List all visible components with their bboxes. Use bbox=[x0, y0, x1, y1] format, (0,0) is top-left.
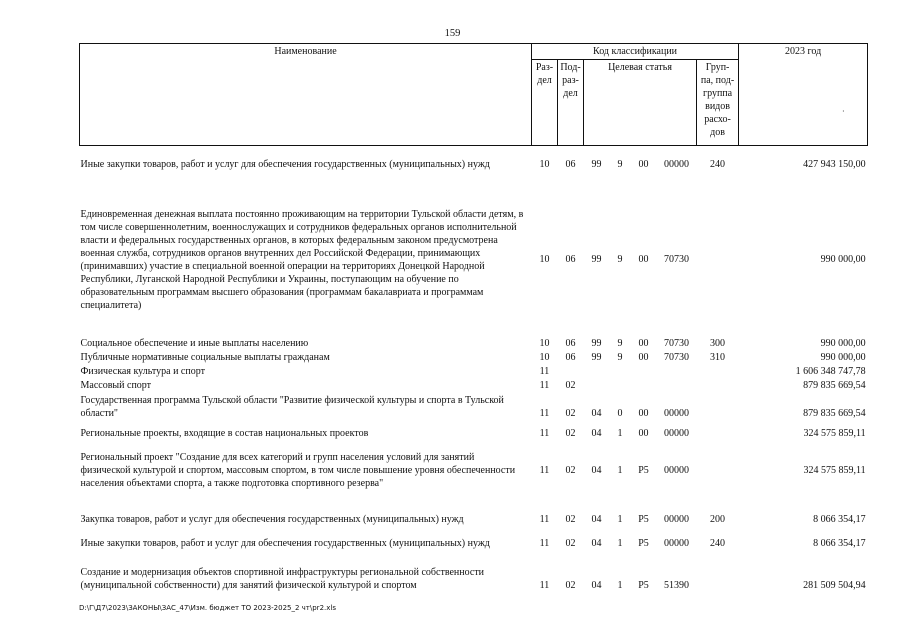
row-cs-subprogram: 1 bbox=[617, 427, 623, 439]
row-expense-type: 240 bbox=[710, 537, 726, 549]
row-amount: 8 066 354,17 bbox=[813, 537, 866, 549]
table-body bbox=[80, 146, 868, 592]
row-name: Иные закупки товаров, работ и услуг для обеспечения государственных (муниципальных) нужд bbox=[80, 537, 490, 549]
row-cs-direction: 00000 bbox=[664, 513, 689, 525]
row-cs-direction: 70730 bbox=[664, 337, 689, 349]
row-cs-program bbox=[584, 378, 610, 392]
row-cs-subprogram bbox=[610, 364, 631, 378]
header-target: Целевая статья bbox=[584, 60, 697, 146]
row-cs-subprogram: 0 bbox=[617, 407, 623, 419]
row-cs-program: 04 bbox=[591, 407, 602, 419]
row-cs-project: P5 bbox=[638, 579, 649, 591]
table-row bbox=[80, 440, 868, 502]
row-cs-subprogram: 9 bbox=[617, 337, 623, 349]
row-name: Единовременная денежная выплата постоянно проживающим на территории Тульской области детям, в том числе совершеннолетним, военнослужащих и сотрудников федеральных органов исполнительной власти и федеральных государственных органов, в которых федеральным законом предусмотрена военная служба, сотрудников органов внутренних дел Российской Федерации, принимающих (принимавших) участие в специальной военной операции на территориях Донецкой Народной Республики, Луганской Народной Республики и Украины, поступающим на обучение по образовательным программам высшего образования (программам бакалавриата и программам специалитета) bbox=[80, 208, 524, 311]
row-expense-type bbox=[697, 364, 739, 378]
row-cs-program: 04 bbox=[591, 537, 602, 549]
row-amount: 324 575 859,11 bbox=[803, 427, 866, 439]
row-name: Региональные проекты, входящие в состав национальных проектов bbox=[80, 427, 369, 439]
header-name: Наименование bbox=[80, 44, 532, 146]
row-amount: 1 606 348 747,78 bbox=[795, 365, 866, 377]
row-expense-type bbox=[697, 440, 739, 502]
row-podrazdel: 02 bbox=[565, 379, 576, 391]
row-name: Физическая культура и спорт bbox=[80, 365, 205, 377]
table-row bbox=[80, 364, 868, 378]
row-podrazdel: 02 bbox=[565, 513, 576, 525]
row-cs-project: 00 bbox=[638, 159, 649, 171]
row-expense-type: 240 bbox=[710, 159, 726, 171]
row-cs-subprogram: 1 bbox=[617, 537, 623, 549]
row-cs-direction: 70730 bbox=[664, 254, 689, 265]
row-cs-project: 00 bbox=[638, 254, 649, 265]
row-cs-subprogram: 1 bbox=[617, 513, 623, 525]
table-row bbox=[80, 146, 868, 184]
row-cs-subprogram bbox=[610, 378, 631, 392]
row-razdel: 11 bbox=[539, 379, 550, 391]
row-amount: 427 943 150,00 bbox=[803, 159, 866, 171]
row-podrazdel bbox=[558, 364, 584, 378]
row-cs-project: P5 bbox=[638, 537, 649, 549]
row-cs-project bbox=[631, 378, 657, 392]
table-row bbox=[80, 336, 868, 350]
row-cs-direction: 00000 bbox=[664, 537, 689, 549]
row-cs-direction: 70730 bbox=[664, 351, 689, 363]
scan-mark: · bbox=[842, 107, 845, 116]
row-cs-direction bbox=[657, 378, 697, 392]
row-cs-program: 04 bbox=[591, 465, 602, 476]
row-cs-direction: 00000 bbox=[664, 407, 689, 419]
table-row bbox=[80, 350, 868, 364]
row-name: Социальное обеспечение и иные выплаты населению bbox=[80, 337, 309, 349]
row-cs-subprogram: 9 bbox=[617, 351, 623, 363]
row-cs-subprogram: 9 bbox=[617, 254, 623, 265]
row-expense-type bbox=[697, 392, 739, 420]
row-expense-type: 300 bbox=[710, 337, 726, 349]
row-podrazdel: 06 bbox=[565, 337, 576, 349]
row-expense-type: 310 bbox=[710, 351, 726, 363]
row-cs-program bbox=[584, 364, 610, 378]
row-podrazdel: 06 bbox=[565, 351, 576, 363]
row-podrazdel: 02 bbox=[565, 427, 576, 439]
row-cs-program: 99 bbox=[591, 159, 602, 171]
row-expense-type bbox=[697, 420, 739, 440]
file-path: D:\Г\Д7\2023\ЗАКОНЫ\ЗАС_47\Изм. бюджет ТО 2023-2025_2 чт\pr2.xls bbox=[79, 604, 336, 612]
row-cs-direction: 00000 bbox=[664, 465, 689, 476]
row-expense-type bbox=[697, 378, 739, 392]
row-cs-program: 04 bbox=[591, 513, 602, 525]
row-expense-type bbox=[697, 184, 739, 336]
row-razdel: 11 bbox=[539, 513, 550, 525]
row-podrazdel: 06 bbox=[565, 159, 576, 171]
row-cs-direction: 51390 bbox=[664, 579, 689, 591]
row-cs-subprogram: 9 bbox=[617, 159, 623, 171]
row-expense-type bbox=[697, 550, 739, 592]
row-podrazdel: 02 bbox=[565, 537, 576, 549]
header-group: Груп- па, под- группа видов расхо- дов bbox=[697, 60, 739, 146]
row-cs-project: P5 bbox=[638, 465, 649, 476]
row-name: Публичные нормативные социальные выплаты гражданам bbox=[80, 351, 330, 363]
row-amount: 281 509 504,94 bbox=[803, 579, 866, 591]
row-amount: 990 000,00 bbox=[820, 337, 866, 349]
table-row bbox=[80, 420, 868, 440]
row-name: Создание и модернизация объектов спортивной инфраструктуры региональной собственности (муниципальной собственности) для занятий физической культурой и спортом bbox=[80, 566, 485, 591]
header-classification: Код классификации bbox=[532, 44, 739, 60]
row-cs-project: 00 bbox=[638, 427, 649, 439]
row-razdel: 10 bbox=[539, 254, 550, 265]
row-cs-direction: 00000 bbox=[664, 427, 689, 439]
row-amount: 879 835 669,54 bbox=[803, 407, 866, 419]
row-cs-subprogram: 1 bbox=[617, 579, 623, 591]
table-row bbox=[80, 550, 868, 592]
row-cs-program: 04 bbox=[591, 579, 602, 591]
row-cs-program: 99 bbox=[591, 351, 602, 363]
table-row bbox=[80, 392, 868, 420]
row-razdel: 10 bbox=[539, 337, 550, 349]
header-year: 2023 год bbox=[739, 44, 868, 146]
header-podrazdel: Под- раз- дел bbox=[558, 60, 584, 146]
row-cs-program: 99 bbox=[591, 337, 602, 349]
row-cs-project: P5 bbox=[638, 513, 649, 525]
row-cs-program: 04 bbox=[591, 427, 602, 439]
row-cs-project: 00 bbox=[638, 407, 649, 419]
row-cs-direction bbox=[657, 364, 697, 378]
row-razdel: 10 bbox=[539, 159, 550, 171]
row-name: Массовый спорт bbox=[80, 379, 152, 391]
row-cs-direction: 00000 bbox=[664, 159, 689, 171]
budget-table bbox=[79, 43, 868, 592]
row-podrazdel: 06 bbox=[565, 254, 576, 265]
row-name: Государственная программа Тульской области "Развитие физической культуры и спорта в Тульской области" bbox=[80, 394, 504, 419]
row-cs-program: 99 bbox=[591, 254, 602, 265]
row-amount: 8 066 354,17 bbox=[813, 513, 866, 525]
row-razdel: 10 bbox=[539, 351, 550, 363]
table-row bbox=[80, 526, 868, 550]
table-row bbox=[80, 378, 868, 392]
row-amount: 879 835 669,54 bbox=[803, 379, 866, 391]
row-amount: 324 575 859,11 bbox=[803, 465, 866, 476]
row-razdel: 11 bbox=[539, 365, 550, 377]
row-cs-project bbox=[631, 364, 657, 378]
row-name: Иные закупки товаров, работ и услуг для обеспечения государственных (муниципальных) нужд bbox=[80, 159, 490, 171]
table-row bbox=[80, 502, 868, 526]
row-name: Региональный проект "Создание для всех категорий и групп населения условий для занятий физической культурой и спортом, массовым спортом, в том числе повышение уровня обеспеченности населения объектами спорта, а также подготовка спортивного резерва" bbox=[80, 452, 516, 489]
row-cs-project: 00 bbox=[638, 351, 649, 363]
row-amount: 990 000,00 bbox=[820, 351, 866, 363]
row-amount: 990 000,00 bbox=[820, 254, 866, 265]
page-number: 159 bbox=[444, 28, 461, 39]
row-podrazdel: 02 bbox=[565, 465, 576, 476]
row-razdel: 11 bbox=[539, 427, 550, 439]
row-razdel: 11 bbox=[539, 407, 550, 419]
header-razdel: Раз- дел bbox=[532, 60, 558, 146]
row-razdel: 11 bbox=[539, 465, 550, 476]
row-razdel: 11 bbox=[539, 579, 550, 591]
row-podrazdel: 02 bbox=[565, 407, 576, 419]
row-cs-project: 00 bbox=[638, 337, 649, 349]
row-name: Закупка товаров, работ и услуг для обеспечения государственных (муниципальных) нужд bbox=[80, 513, 464, 525]
table-header bbox=[80, 44, 868, 146]
budget-sheet bbox=[79, 43, 867, 592]
row-cs-subprogram: 1 bbox=[617, 465, 623, 476]
row-razdel: 11 bbox=[539, 537, 550, 549]
row-expense-type: 200 bbox=[710, 513, 726, 525]
table-row bbox=[80, 184, 868, 336]
row-podrazdel: 02 bbox=[565, 579, 576, 591]
